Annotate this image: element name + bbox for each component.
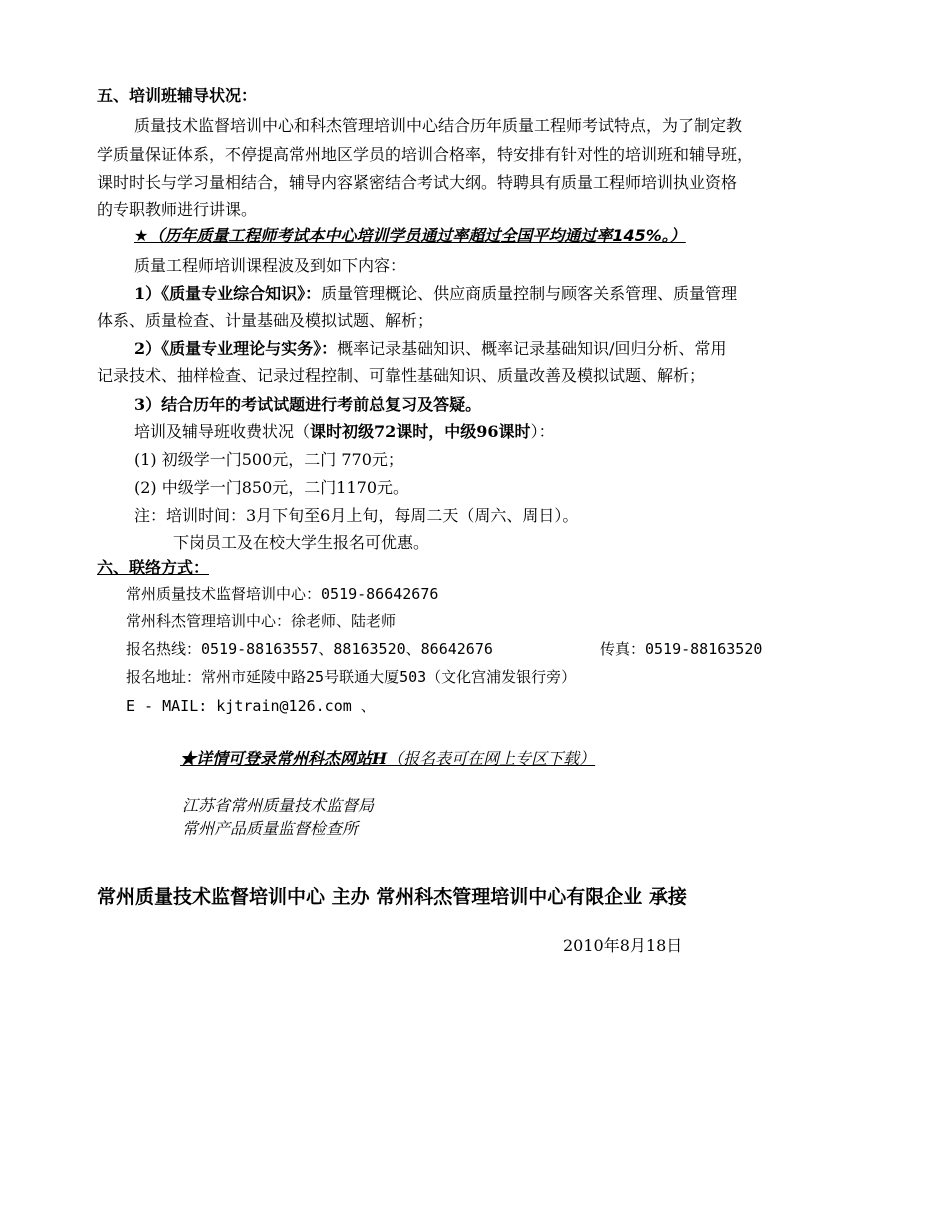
- fee-prefix: 培训及辅导班收费状况（: [134, 422, 311, 441]
- fee-suffix: ）：: [530, 422, 555, 441]
- host-line: 常州质量技术监督培训中心 主办 常州科杰管理培训中心有限企业 承接: [97, 886, 687, 908]
- hotline: 报名热线：0519-88163557、88163520、86642676: [126, 640, 493, 658]
- course-1-text: 质量管理概论、供应商质量控制与顾客关系管理、质量管理: [321, 284, 738, 303]
- course-2-text: 概率记录基础知识、概率记录基础知识/回归分析、常用: [337, 339, 727, 358]
- course-3: 3）结合历年的考试试题进行考前总复习及答疑。: [134, 395, 482, 414]
- fee-line: [134, 421, 555, 443]
- org-line-2: 常州产品质量监督检查所: [182, 819, 359, 838]
- course-2: [134, 338, 727, 360]
- contact-center-1: 常州质量技术监督培训中心：0519-86642676: [126, 585, 439, 603]
- website-bold: ★详情可登录常州科杰网站H: [180, 749, 388, 768]
- section5-para-line-3: 课时时长与学习量相结合，辅导内容紧密结合考试大纲。特聘具有质量工程师培训执业资格: [97, 173, 738, 192]
- document-date: 2010年8月18日: [563, 936, 683, 955]
- fee-hours: 课时初级72课时，中级96课时: [310, 422, 531, 441]
- fax: 传真：0519-88163520: [600, 640, 763, 658]
- pass-rate-highlight: ★（历年质量工程师考试本中心培训学员通过率超过全国平均通过率145%。）: [134, 226, 686, 245]
- note-line-2: 下岗员工及在校大学生报名可优惠。: [173, 533, 430, 552]
- email: E - MAIL: kjtrain@126.com 、: [126, 697, 376, 715]
- website-rest: （报名表可在网上专区下载）: [387, 749, 596, 768]
- course-1-title: 1）《质量专业综合知识》：: [134, 284, 322, 303]
- org-line-1: 江苏省常州质量技术监督局: [182, 796, 375, 815]
- fee-item-2: (2) 中级学一门850元，二门1170元。: [134, 478, 410, 497]
- note-line-1: 注：培训时间：3月下旬至6月上旬，每周二天（周六、周日）。: [134, 506, 579, 525]
- course-1-cont: 体系、质量检查、计量基础及模拟试题、解析；: [97, 311, 434, 330]
- course-2-cont: 记录技术、抽样检查、记录过程控制、可靠性基础知识、质量改善及模拟试题、解析；: [97, 366, 706, 385]
- section6-heading: 六、联络方式：: [97, 558, 210, 577]
- course-1: [134, 283, 737, 305]
- section5-heading: 五、培训班辅导状况：: [97, 86, 258, 105]
- section5-para-line-4: 的专职教师进行讲课。: [97, 200, 258, 219]
- course-2-title: 2）《质量专业理论与实务》：: [134, 339, 338, 358]
- fee-item-1: (1) 初级学一门500元，二门 770元；: [134, 450, 404, 469]
- courses-intro: 质量工程师培训课程波及到如下内容：: [134, 256, 407, 275]
- address: 报名地址：常州市延陵中路25号联通大厦503（文化宫浦发银行旁）: [126, 668, 577, 686]
- section5-para-line-2: 学质量保证体系，不停提高常州地区学员的培训合格率，特安排有针对性的培训班和辅导班，: [97, 145, 754, 164]
- section5-para-line-1: 质量技术监督培训中心和科杰管理培训中心结合历年质量工程师考试特点，为了制定教: [134, 116, 743, 135]
- contact-center-2: 常州科杰管理培训中心：徐老师、陆老师: [126, 612, 397, 630]
- website-line: [180, 748, 595, 770]
